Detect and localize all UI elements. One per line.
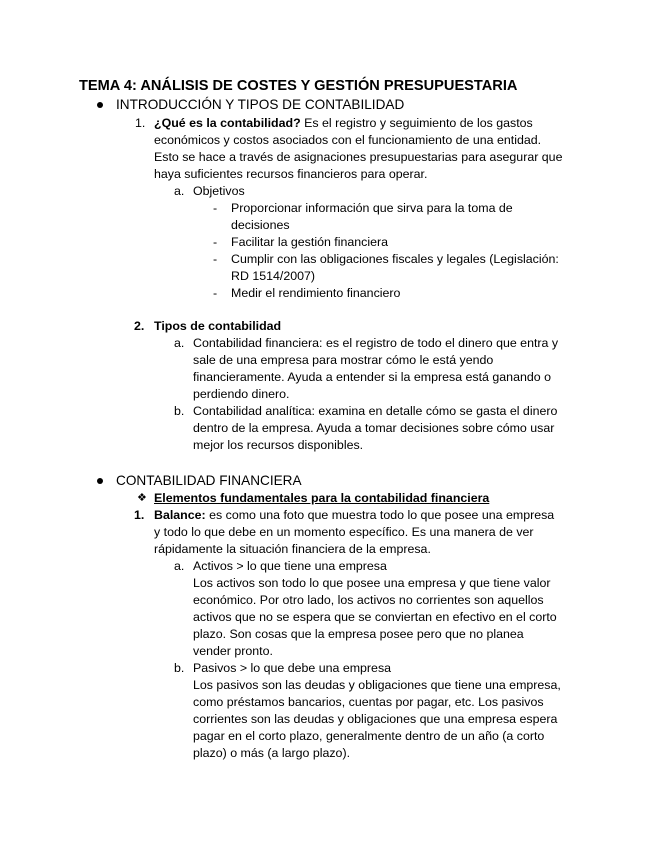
dash-marker: - (213, 201, 218, 215)
definition-line (154, 115, 533, 132)
balance-term: Balance: (154, 508, 206, 522)
pasivos-line: pagar en el corto plazo, generalmente dentro de un año (a corto (193, 729, 545, 743)
definition-line: haya suficientes recursos financieros para operar. (154, 167, 428, 181)
section-heading-financiera: CONTABILIDAD FINANCIERA (116, 473, 302, 488)
objective-item: Cumplir con las obligaciones fiscales y legales (Legislación: (231, 252, 559, 266)
objective-item: Medir el rendimiento financiero (231, 286, 401, 300)
pasivos-line: plazo) o más (a largo plazo). (193, 746, 351, 760)
dash-marker: - (213, 286, 218, 300)
type-line: sale de una empresa para mostrar cómo le está yendo (193, 353, 494, 367)
dash-marker: - (213, 252, 218, 266)
type-line: Contabilidad financiera: es el registro de todo el dinero que entra y (193, 336, 559, 350)
section-heading-intro: INTRODUCCIÓN Y TIPOS DE CONTABILIDAD (116, 97, 405, 112)
balance-line (154, 507, 554, 524)
activos-line: plazo. Son cosas que la empresa posee pero que no planea (193, 627, 524, 641)
objective-item: Facilitar la gestión financiera (231, 235, 389, 249)
pasivos-line: como préstamos bancarios, cuentas por pagar, etc. Los pasivos (193, 695, 544, 709)
balance-line: rápidamente la situación financiera de la empresa. (154, 542, 431, 556)
bullet-dot-icon (97, 478, 103, 484)
list-number: 1. (135, 116, 146, 130)
definition-line: Esto se hace a través de asignaciones presupuestarias para asegurar que (154, 150, 563, 164)
type-line: Contabilidad analítica: examina en detalle cómo se gasta el dinero (193, 404, 558, 418)
type-line: dentro de la empresa. Ayuda a tomar decisiones sobre cómo usar (193, 421, 555, 435)
objectives-label: Objetivos (193, 184, 245, 198)
activos-line: económico. Por otro lado, los activos no corrientes son aquellos (193, 593, 544, 607)
objective-item: decisiones (231, 218, 290, 232)
list-number: 1. (134, 508, 145, 522)
activos-line: activos que no se espera que se conviertan en efectivo en el corto (193, 610, 557, 624)
objective-item: Proporcionar información que sirva para la toma de (231, 201, 513, 215)
dash-marker: - (213, 235, 218, 249)
definition-text: Es el registro y seguimiento de los gastos (300, 116, 533, 130)
pasivos-line: corrientes son las deudas y obligaciones que una empresa espera (193, 712, 558, 726)
balance-line: y todo lo que debe en un momento específico. Es una manera de ver (154, 525, 534, 539)
list-letter: a. (174, 559, 185, 573)
list-letter: a. (174, 336, 185, 350)
definition-line: económicos y costos asociados con el funcionamiento de una entidad. (154, 133, 542, 147)
list-letter: b. (174, 404, 185, 418)
diamond-bullet-icon: ❖ (137, 492, 147, 504)
types-heading: Tipos de contabilidad (154, 319, 282, 333)
definition-term: ¿Qué es la contabilidad? (154, 116, 301, 130)
balance-text: es como una foto que muestra todo lo que posee una empresa (205, 508, 555, 522)
subsection-heading: Elementos fundamentales para la contabilidad financiera (154, 491, 490, 505)
bullet-dot-icon (97, 102, 103, 108)
type-line: perdiendo dinero. (193, 387, 290, 401)
list-number: 2. (134, 319, 145, 333)
activos-line: vender pronto. (193, 644, 273, 658)
activos-line: Activos > lo que tiene una empresa (193, 559, 387, 573)
document-title: TEMA 4: ANÁLISIS DE COSTES Y GESTIÓN PRESUPUESTARIA (79, 78, 518, 94)
pasivos-line: Pasivos > lo que debe una empresa (193, 661, 392, 675)
type-line: mejor los recursos disponibles. (193, 438, 364, 452)
list-letter: a. (174, 184, 185, 198)
pasivos-line: Los pasivos son las deudas y obligaciones que tiene una empresa, (193, 678, 561, 692)
type-line: financieramente. Ayuda a entender si la empresa está ganando o (193, 370, 551, 384)
list-letter: b. (174, 661, 185, 675)
activos-line: Los activos son todo lo que posee una empresa y que tiene valor (193, 576, 551, 590)
objective-item: RD 1514/2007) (231, 269, 316, 283)
